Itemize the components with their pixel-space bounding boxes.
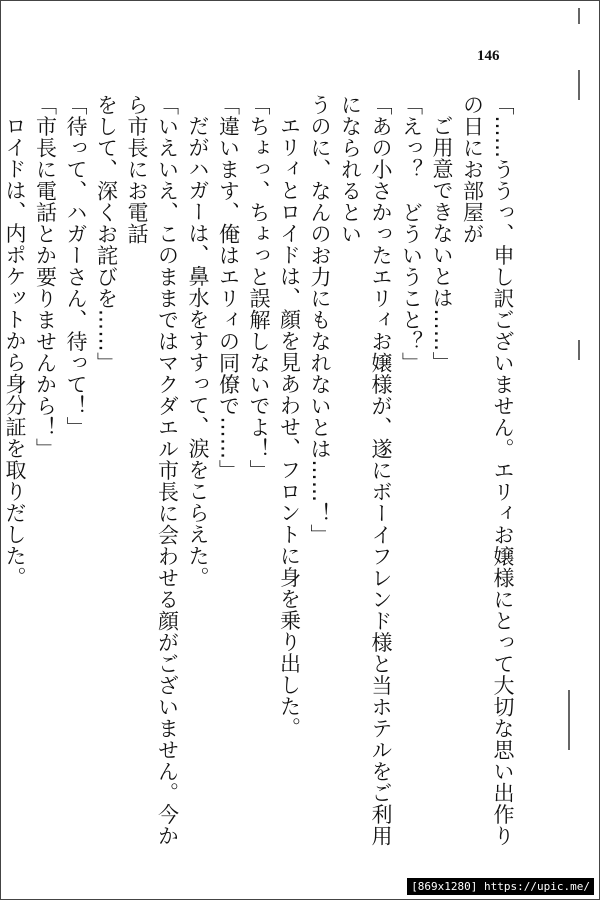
text-line: だがハガーは、鼻水をすすって、涙をこらえた。 bbox=[186, 115, 210, 588]
text-line: 「あの小さかったエリィお嬢様が、遂にボーイフレンド様と当ホテルをご利用になられるとい bbox=[338, 94, 393, 847]
text-line: 「待って、ハガーさん、待って！」 bbox=[64, 94, 88, 438]
edge-mark bbox=[568, 690, 570, 750]
text-line: うのに、なんのお力にもなれないとは……！」 bbox=[308, 94, 332, 546]
text-line: をして、深くお詫びを……」 bbox=[94, 94, 119, 374]
text-line: 「……ううっ、申し訳ございません。エリィお嬢様にとって大切な思い出作りの日にお部屋が bbox=[460, 94, 515, 847]
text-line: 「市長に電話とか要りませんから！」 bbox=[33, 94, 58, 460]
text-line: 「ちょっ、ちょっと誤解しないでよ！」 bbox=[247, 94, 271, 481]
text-line: ロイドは、内ポケットから身分証を取りだした。 bbox=[3, 115, 27, 588]
watermark-badge: [869x1280] https://upic.me/ bbox=[407, 878, 594, 895]
edge-mark bbox=[578, 8, 580, 24]
edge-mark bbox=[578, 70, 580, 100]
page-number: 146 bbox=[477, 48, 500, 64]
text-line: 「えっ？ どういうこと？」 bbox=[399, 94, 424, 374]
text-line: 「いえいえ、このままではマクダエル市長に会わせる顔がございません。今から市長にお電話 bbox=[125, 94, 180, 847]
edge-mark bbox=[578, 340, 580, 360]
text-line: エリィとロイドは、顔を見あわせ、フロントに身を乗り出した。 bbox=[277, 115, 302, 739]
text-line: ご用意できないとは……」 bbox=[430, 115, 454, 373]
text-line: 「違います、俺はエリィの同僚で……」 bbox=[216, 94, 241, 481]
novel-text-column-block bbox=[3, 94, 518, 854]
